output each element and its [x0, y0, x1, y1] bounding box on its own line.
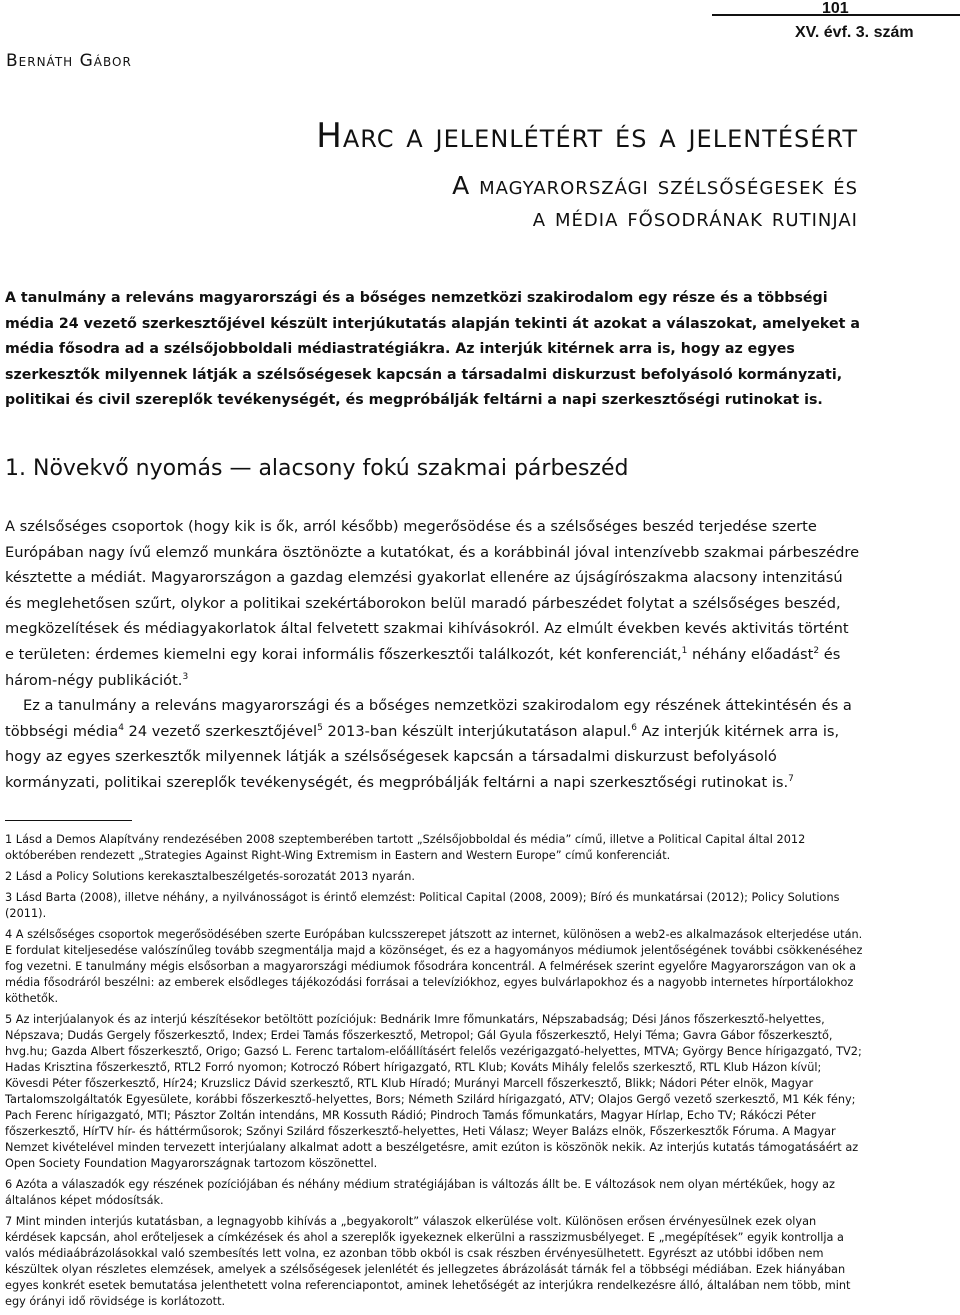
- text-span: néhány előadást: [687, 645, 814, 663]
- body-text: [5, 514, 861, 796]
- footnote-ref-3[interactable]: 3: [182, 671, 189, 682]
- text-span: A szélsőséges csoportok (hogy kik is ők, arról később) megerősödése és a szélsőséges beszéd terjedése szerte Európában nagy ívű elemző munkára ösztönözte a kutatókat, és a korábbinál jóval intenzívebb szakmai párbeszédre késztette a médiát. Magyarországon a gazdag elemzési gyakorlat ellenére az újságírószakma alacsony intenzitású és meglehetősen szűrt, olykor a politikai szekértáborokon belül maradó párbeszédet folytat a szélsőséges beszéd, megközelítések és médiagyakorlatok által felvetett szakmai kihívásokról. Az elmúlt években kevés aktivitás történt e területen: érdemes kiemelni egy korai informális főszerkesztői találkozót, két konferenciát,: [5, 518, 860, 663]
- footnote-ref-6[interactable]: 6: [631, 722, 637, 733]
- footnote-ref-7[interactable]: 7: [788, 774, 794, 785]
- article-subtitle: [452, 170, 858, 234]
- section-heading: 1. Növekvő nyomás — alacsony fokú szakmai párbeszéd: [5, 456, 629, 481]
- subtitle-line-1: A magyarországi szélsőségesek és: [452, 171, 858, 200]
- subtitle-line-2: a média fősodrának rutinjai: [532, 203, 858, 232]
- footnote-4: 4 A szélsőséges csoportok megerősödésében szerte Európában kulcsszerepet játszott az internet, különösen a web2-es alkalmazások elterjedése után. E fordulat kiteljesedése valószínűleg tovább szegmentálja majd a közönséget, és ez a hagyományos médiumok jelentőségének további csökkenéséhez fog vezetni. E tanulmány mégis elsősorban a magyarországi médiumok fősodrára koncentrál. A felmérések szerint egyelőre Magyarországon van ok a média fősodráról beszélni: az emberek elsődleges tájékozódási forrásai a televíziókhoz, egyes bulvárlapokhoz és a nagyobb internetes hírportálokhoz köthetők.: [5, 928, 863, 1005]
- text-span: 2013-ban készült interjúkutatáson alapul.: [322, 722, 632, 740]
- article-title: Harc a jelenlétért és a jelentésért: [316, 116, 858, 156]
- footnote-6: 6 Azóta a válaszadók egy részének pozíciójában és néhány médium stratégiájában is változás állt be. E változások nem olyan mértékűek, hogy az általános képet módosítsák.: [5, 1178, 835, 1207]
- issue-label: XV. évf. 3. szám: [795, 24, 914, 41]
- body-paragraph-2: [5, 693, 861, 795]
- footnote-divider: [5, 820, 132, 821]
- footnotes: [5, 832, 865, 1315]
- footnote-3: 3 Lásd Barta (2008), illetve néhány, a nyilvánosságot is érintő elemzést: Political Capital (2008, 2009); Bíró és munkatársai (2012); Policy Solutions (2011).: [5, 891, 840, 920]
- footnote-ref-1[interactable]: 1: [681, 646, 688, 657]
- text-span: és három-négy publikációt.: [5, 645, 841, 689]
- author-name: Bernáth Gábor: [6, 51, 132, 71]
- footnote-ref-2[interactable]: 2: [813, 646, 820, 657]
- text-span: Ez a tanulmány a releváns magyarországi és a bőséges nemzetközi szakirodalom egy részének áttekintésén és a többségi média: [5, 697, 852, 740]
- text-span: Az interjúk kitérnek arra is, hogy az egyes szerkesztők milyennek látják a szélsőségesek kapcsán a társadalmi diskurzust befolyásoló kormányzati, politikai szereplők tevékenységét, és megpróbálják feltárni a napi szerkesztőségi rutinokat is.: [5, 722, 840, 791]
- footnote-ref-4[interactable]: 4: [118, 722, 124, 733]
- body-paragraph-1: [5, 514, 861, 693]
- footnote-ref-5[interactable]: 5: [317, 722, 323, 733]
- text-span: 24 vezető szerkesztőjével: [123, 722, 318, 740]
- footnote-1: 1 Lásd a Demos Alapítvány rendezésében 2008 szeptemberében tartott „Szélsőjobboldal és média” című, illetve a Political Capital által 2012 októberében rendezett „Strategies Against Right-Wing Extremism in Eastern and Western Europe” című konferenciát.: [5, 833, 806, 862]
- page-number: 101: [822, 0, 849, 17]
- footnote-5: 5 Az interjúalanyok és az interjú készítésekor betöltött pozíciójuk: Bednárik Imre főmunkatárs, Népszabadság; Dési János főszerkesztő-helyettes, Népszava; Dudás Gergely főszerkesztő, Index; Erdei Tamás főszerkesztő, Metropol; Gál Gyula főszerkesztő, Helyi Téma; Gavra Gábor főszerkesztő, hvg.hu; Gazda Albert főszerkesztő, Origo; Gazsó L. Ferenc tartalom-előállításért felelős vezérigazgató-helyettes, MTVA; György Bence hírigazgató, TV2; Hadas Krisztina főszerkesztő, RTL2 Forró nyomon; Kotroczó Róbert hírigazgató, RTL Klub; Kováts Mihály felelős szerkesztő, RTL Klub Házon kívül; Kövesdi Péter főszerkesztő, Hír24; Kruzslicz Dávid szerkesztő, RTL Klub Híradó; Murányi Marcell főszerkesztő, Blikk; Nádori Péter elnök, Magyar Tartalomszolgáltatók Egyesülete, korábbi főszerkesztő-helyettes, Bors; Németh Szilárd hírigazgató, ATV; Olajos Gergő vezető szerkesztő, M1 Kék fény; Pach Ferenc hírigazgató, MTI; Pásztor Zoltán intendáns, MR Kossuth Rádió; Pindroch Tamás főmunkatárs, Magyar Hírlap, Echo TV; Rákóczi Péter főszerkesztő, HírTV hír- és háttérműsorok; Szőnyi Szilárd főszerkesztő-helyettes, Heti Válasz; Weyer Balázs elnök, Főszerkesztők Fóruma. A Magyar Nemzet kivételével minden tervezett interjúalany alkalmat adott a beszélgetésre, amit ezúton is köszönök nekik. Az interjús kutatás támogatásáért az Open Society Foundation Magyarországnak tartozom köszönettel.: [5, 1013, 862, 1170]
- abstract: A tanulmány a releváns magyarországi és a bőséges nemzetközi szakirodalom egy része és a többségi média 24 vezető szerkesztőjével készült interjúkutatás alapján tekinti át azokat a válaszokat, amelyeket a média fősodra ad a szélsőjobboldali médiastratégiákra. Az interjúk kitérnek arra is, hogy az egyes szerkesztők milyennek látják a szélsőségesek kapcsán a társadalmi diskurzust befolyásoló kormányzati, politikai és civil szereplők tevékenységét, és megpróbálják feltárni a napi szerkesztőségi rutinokat is.: [5, 290, 860, 408]
- footnote-7: 7 Mint minden interjús kutatásban, a legnagyobb kihívás a „begyakorolt” válaszok elkerülése volt. Különösen erősen érvényesülnek ezek olyan kérdések kapcsán, ahol erőteljesek a címkézések és ahol a szereplők igyekeznek elkerülni a rasszizmusbélyeget. E „megépítések” egyik kontrollja a valós médiaábrázolásokkal való szembesítés lett volna, ez azonban több okból is csak részben érvényesülhetett. Egyrészt az utóbbi időben nem készültek olyan részletes elemzések, amelyek a szélsőségesek jelenlétét és jellegzetes ábrázolását tárnák fel a többségi médiában. Ezek hiányában egyes konkrét esetek bemutatása jelenthetett volna referenciapontot, aminek lehetőségét az interjúkra rendelkezésre álló, általában nem több, mint egy órányi idő rövidsége is korlátozott.: [5, 1215, 851, 1308]
- footnote-2: 2 Lásd a Policy Solutions kerekasztalbeszélgetés-sorozatát 2013 nyarán.: [5, 870, 415, 883]
